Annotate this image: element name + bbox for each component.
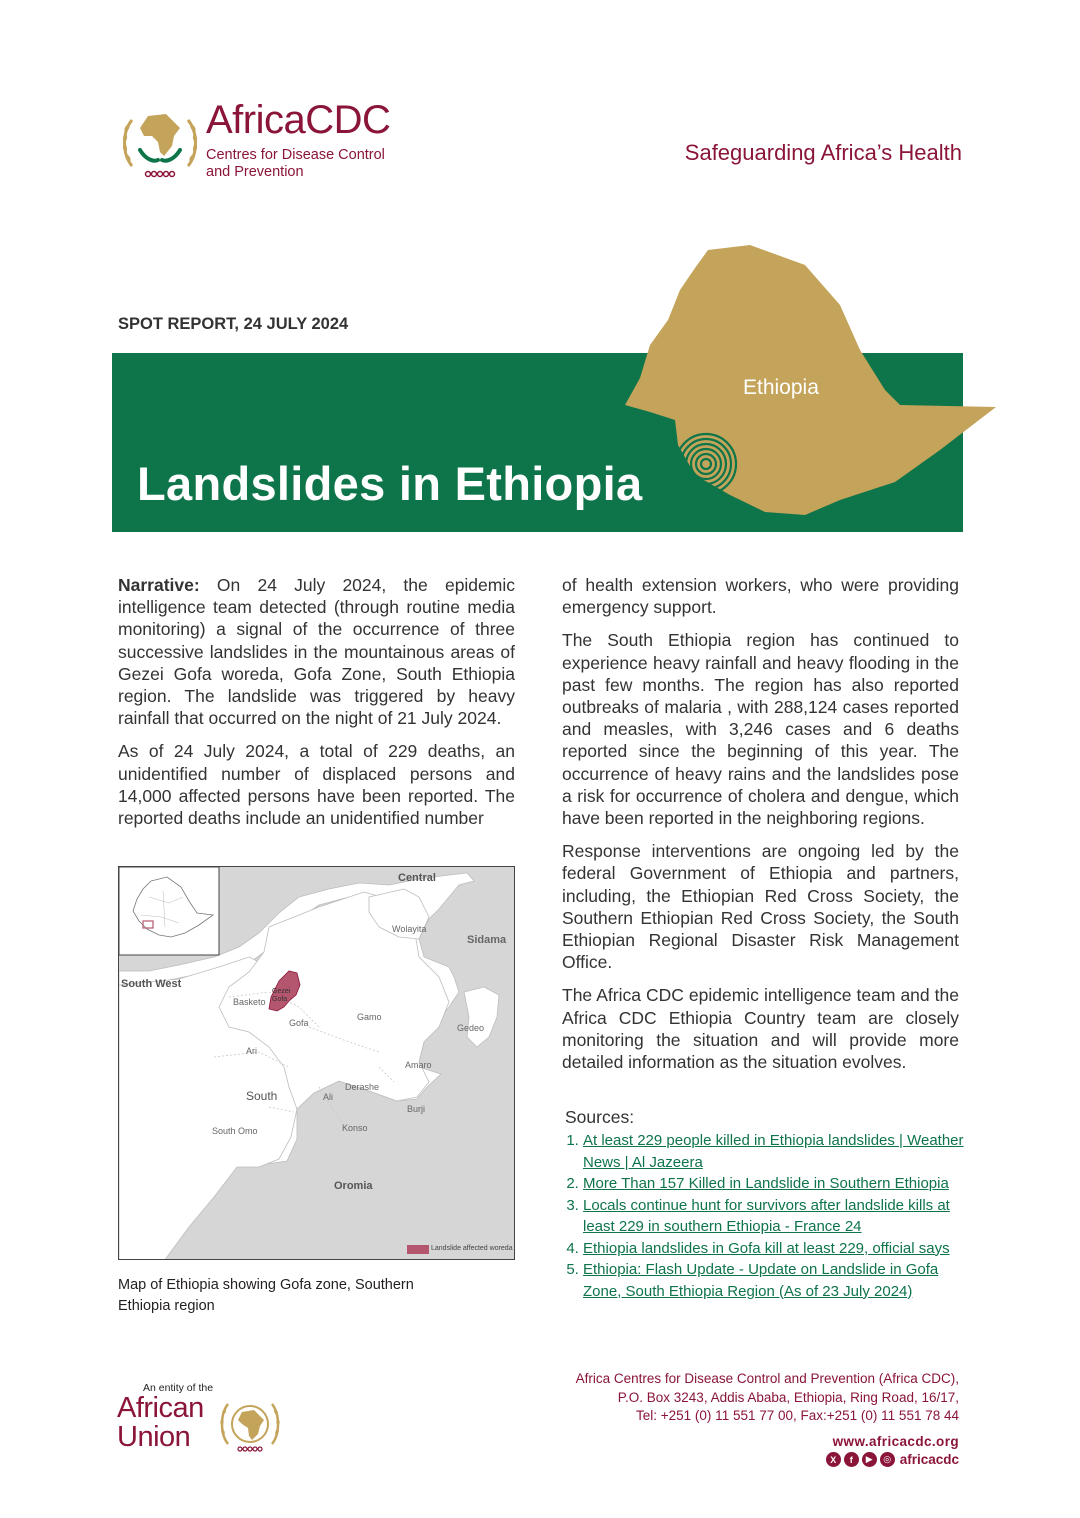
region-map-svg	[119, 867, 515, 1260]
address-line-1: Africa Centres for Disease Control and Prevention (Africa CDC),	[575, 1371, 959, 1386]
map-caption: Map of Ethiopia showing Gofa zone, Southern Ethiopia region	[118, 1277, 414, 1314]
continued-paragraph: of health extension workers, who were providing emergency support.	[562, 575, 959, 618]
tagline: Safeguarding Africa’s Health	[684, 140, 962, 165]
map-label-gofa: Gofa	[289, 1018, 309, 1028]
response-paragraph: Response interventions are ongoing led by the federal Government of Ethiopia and partners, including, the Ethiopian Red Cross Society, the Southern Ethiopian Red Cross Society, the South Ethiopian Regional Disaster Risk Management Office.	[562, 841, 959, 973]
map-label-south: South	[246, 1089, 278, 1103]
rainfall-paragraph: The South Ethiopia region has continued to experience heavy rainfall and heavy flooding in the past few months. The region has also reported outbreaks of malaria , with 288,124 cases reported and measles, with 3,246 cases and 6 deaths reported since the beginning of this year. The occurrence of heavy rains and the landslides pose a risk for occurrence of cholera and dengue, which have been reported in the neighboring regions.	[562, 630, 959, 829]
map-label-basketo: Basketo	[233, 997, 266, 1007]
map-label-sidama: Sidama	[467, 934, 507, 946]
youtube-icon[interactable]: ▶	[862, 1452, 877, 1467]
map-label-oromia: Oromia	[334, 1180, 373, 1192]
gofa-zone-map	[118, 866, 515, 1260]
map-label-derashe: Derashe	[345, 1082, 380, 1092]
footer-address	[539, 1370, 959, 1426]
source-link-5[interactable]: Ethiopia: Flash Update - Update on Landslide in Gofa Zone, South Ethiopia Region (As of 23 July 2024)	[583, 1261, 939, 1300]
instagram-icon[interactable]: ◎	[880, 1452, 895, 1467]
map-label-gezei-gofa	[272, 988, 290, 1004]
source-link-2[interactable]: More Than 157 Killed in Landslide in Southern Ethiopia	[583, 1175, 949, 1192]
source-item	[583, 1259, 965, 1302]
footer-social	[826, 1452, 959, 1467]
source-link-3[interactable]: Locals continue hunt for survivors after landslide kills at least 229 in southern Ethiopia - France 24	[583, 1196, 950, 1235]
source-link-1[interactable]: At least 229 people killed in Ethiopia landslides | Weather News | Al Jazeera	[583, 1132, 964, 1171]
source-link-4[interactable]: Ethiopia landslides in Gofa kill at least 229, official says	[583, 1239, 950, 1257]
source-item	[583, 1130, 965, 1173]
map-label-south-omo: South Omo	[212, 1126, 258, 1136]
au-name-line-1: African	[117, 1392, 204, 1424]
report-title: Landslides in Ethiopia	[137, 457, 643, 510]
report-label: SPOT REPORT, 24 JULY 2024	[118, 315, 349, 333]
africa-cdc-logo-title: AfricaCDC	[206, 98, 391, 142]
map-label-gamo: Gamo	[357, 1012, 382, 1022]
map-label-burji: Burji	[407, 1104, 426, 1114]
footer-website[interactable]: www.africacdc.org	[832, 1434, 959, 1449]
country-label: Ethiopia	[743, 376, 819, 399]
source-item	[583, 1238, 965, 1260]
narrative-text: On 24 July 2024, the epidemic intelligence team detected (through routine media monitoring) a signal of the occurrence of three successive landslides in the mountainous areas of Gezei Gofa woreda, Gofa Zone, South Ethiopia region. The landslide was triggered by heavy rainfall that occurred on the night of 21 July 2024.	[118, 575, 515, 729]
facebook-icon[interactable]: f	[844, 1452, 859, 1467]
logo-subtitle-line-2: and Prevention	[206, 164, 304, 180]
map-label-central: Central	[398, 872, 436, 884]
au-name-line-2: Union	[117, 1421, 191, 1453]
map-label-south-west: South West	[121, 978, 182, 990]
map-label-ali: Ali	[323, 1092, 334, 1102]
africa-cdc-logo-subtitle	[206, 147, 385, 181]
african-union-logo-text	[117, 1394, 204, 1452]
map-label-wolayita: Wolayita	[392, 924, 427, 934]
source-item	[583, 1195, 965, 1238]
map-label-amaro: Amaro	[405, 1060, 432, 1070]
map-legend-label: Landslide affected woreda	[431, 1245, 513, 1252]
deaths-paragraph: As of 24 July 2024, a total of 229 deaths, an unidentified number of displaced persons and 14,000 affected persons have been reported. The reported deaths include an unidentified number	[118, 741, 515, 829]
source-item	[583, 1173, 965, 1195]
africa-cdc-emblem	[118, 106, 202, 184]
au-entity-label: An entity of the	[143, 1382, 214, 1394]
social-handle[interactable]: africacdc	[899, 1452, 959, 1467]
map-label-konso: Konso	[342, 1123, 368, 1133]
logo-subtitle-line-1: Centres for Disease Control	[206, 147, 385, 163]
monitoring-paragraph: The Africa CDC epidemic intelligence team and the Africa CDC Ethiopia Country team are closely monitoring the situation and will provide more detailed information as the situation evolves.	[562, 985, 959, 1073]
right-column	[562, 574, 959, 1084]
address-line-3: Tel: +251 (0) 11 551 77 00, Fax:+251 (0) 11 551 78 44	[636, 1408, 959, 1423]
map-label-gedeo: Gedeo	[457, 1023, 485, 1033]
african-union-emblem	[218, 1396, 282, 1456]
narrative-label: Narrative:	[118, 575, 200, 595]
sources-list	[565, 1130, 965, 1302]
map-label-gezei: Gezei	[272, 988, 291, 995]
address-line-2: P.O. Box 3243, Addis Ababa, Ethiopia, Ring Road, 16/17,	[617, 1389, 959, 1405]
map-label-ari: Ari	[246, 1046, 257, 1056]
x-icon[interactable]: X	[826, 1452, 841, 1467]
sources-section	[565, 1107, 965, 1302]
map-label-gofa-woreda: Gofa	[272, 996, 288, 1003]
left-column	[118, 574, 515, 840]
narrative-paragraph	[118, 574, 515, 729]
sources-title: Sources:	[565, 1107, 635, 1127]
